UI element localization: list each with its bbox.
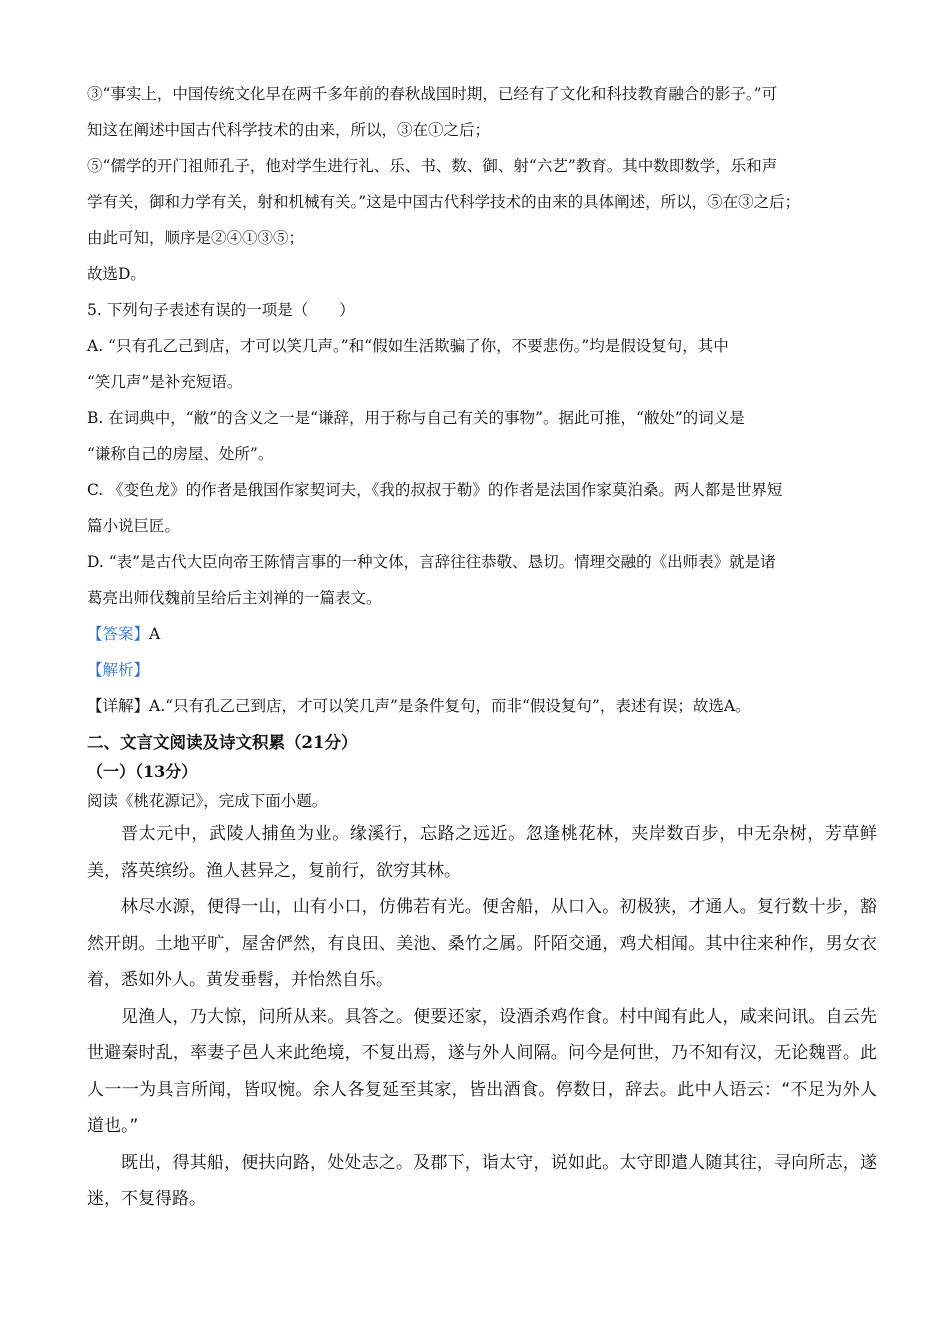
detail-tag: 【详解】 <box>87 697 150 715</box>
analysis-conclusion: 故选D。 <box>87 265 146 283</box>
section-heading: 二、文言文阅读及诗文积累（21分） <box>87 733 358 752</box>
analysis-line: 知这在阐述中国古代科学技术的由来，所以，③在①之后； <box>87 121 491 139</box>
question-5-stem: 5. 下列句子表述有误的一项是（ ） <box>87 301 355 319</box>
subsection-heading: （一）（13分） <box>87 762 198 781</box>
analysis-line: 学有关，御和力学有关，射和机械有关。”这是中国古代科学技术的由来的具体阐述，所以，⑤在③之后； <box>87 193 801 211</box>
passage-paragraph: 见渔人，乃大惊，问所从来。具答之。便要还家，设酒杀鸡作食。村中闻有此人，咸来问讯。自云先世避秦时乱，率妻子邑人来此绝境，不复出焉，遂与外人间隔。问今是何世，乃不知有汉，无论魏晋。此人一一为具言所闻，皆叹惋。余人各复延至其家，皆出酒食。停数日，辞去。此中人语云：“不足为外人道也。” <box>87 1006 877 1136</box>
passage-paragraph: 晋太元中，武陵人捕鱼为业。缘溪行，忘路之远近。忽逢桃花林，夹岸数百步，中无杂树，芳草鲜美，落英缤纷。渔人甚异之，复前行，欲穷其林。 <box>87 824 877 881</box>
detail-text: A.“只有孔乙己到店，才可以笑几声”是条件复句，而非“假设复句”，表述有误；故选A。 <box>149 697 751 715</box>
classical-passage <box>87 816 877 1218</box>
analysis-tag: 【解析】 <box>87 661 150 679</box>
passage-paragraph: 林尽水源，便得一山，山有小口，仿佛若有光。便舍船，从口入。初极狭，才通人。复行数十步，豁然开朗。土地平旷，屋舍俨然，有良田、美池、桑竹之属。阡陌交通，鸡犬相闻。其中往来种作，男女衣着，悉如外人。黄发垂髫，并怡然自乐。 <box>87 897 877 990</box>
reading-instruction: 阅读《桃花源记》，完成下面小题。 <box>87 792 328 810</box>
option-b: B. 在词典中，“敝”的含义之一是“谦辞，用于称与自己有关的事物”。据此可推，“敝处”的词义是 <box>87 409 745 427</box>
analysis-tag-line <box>87 652 877 688</box>
option-a: A. “只有孔乙己到店，才可以笑几声。”和“假如生活欺骗了你，不要悲伤。”均是假设复句，其中 <box>87 337 729 355</box>
answer-line <box>87 616 877 652</box>
option-b-cont: “谦称自己的房屋、处所”。 <box>87 445 274 463</box>
passage-paragraph: 既出，得其船，便扶向路，处处志之。及郡下，诣太守，说如此。太守即遣人随其往，寻向所志，遂迷，不复得路。 <box>87 1152 877 1209</box>
option-d: D. “表”是古代大臣向帝王陈情言事的一种文体，言辞往往恭敬、恳切。情理交融的《出师表》就是诸 <box>87 553 776 571</box>
document-page <box>87 76 877 1218</box>
analysis-line: 由此可知，顺序是②④①③⑤； <box>87 229 305 247</box>
detail-line <box>87 688 877 724</box>
analysis-line: ⑤“儒学的开门祖师孔子，他对学生进行礼、乐、书、数、御、射“六艺”教育。其中数即数学，乐和声 <box>87 157 778 175</box>
option-a-cont: “笑几声”是补充短语。 <box>87 373 243 391</box>
option-c: C. 《变色龙》的作者是俄国作家契诃夫，《我的叔叔于勒》的作者是法国作家莫泊桑。两人都是世界短 <box>87 481 783 499</box>
option-c-cont: 篇小说巨匠。 <box>87 517 181 535</box>
answer-tag: 【答案】 <box>87 625 150 643</box>
analysis-line: ③“事实上，中国传统文化早在两千多年前的春秋战国时期，已经有了文化和科技教育融合的影子。”可 <box>87 85 778 103</box>
option-d-cont: 葛亮出师伐魏前呈给后主刘禅的一篇表文。 <box>87 589 382 607</box>
answer-value: A <box>149 625 161 643</box>
